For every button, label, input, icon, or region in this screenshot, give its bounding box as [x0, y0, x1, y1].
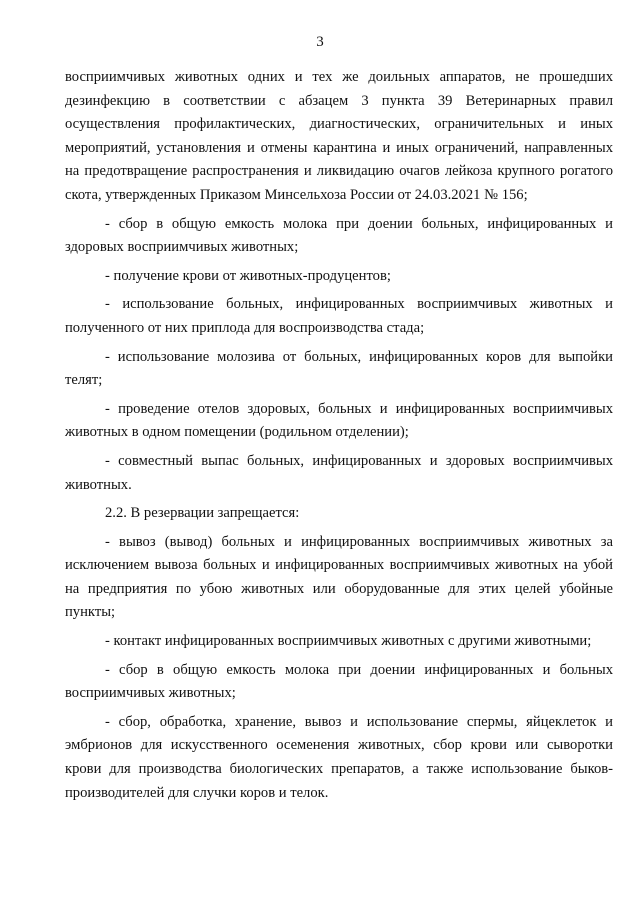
paragraph-item: - сбор в общую емкость молока при доении инфицированных и больных восприимчивых животных; — [65, 661, 613, 702]
paragraph-item: - сбор в общую емкость молока при доении больных, инфицированных и здоровых восприимчивых животных; — [65, 215, 613, 256]
paragraph-item: - вывоз (вывод) больных и инфицированных восприимчивых животных за исключением вывоза больных и инфицированных восприимчивых животных на убой на предприятия по убою животных или оборудованные для этих целей убойные пункты; — [65, 533, 613, 621]
paragraph-item: - получение крови от животных-продуцентов; — [105, 267, 391, 284]
page-number: 3 — [316, 34, 324, 50]
paragraph-item: - проведение отелов здоровых, больных и инфицированных восприимчивых животных в одном помещении (родильном отделении); — [65, 400, 613, 441]
paragraph-item: - использование молозива от больных, инфицированных коров для выпойки телят; — [65, 348, 613, 389]
paragraph-item: - сбор, обработка, хранение, вывоз и использование спермы, яйцеклеток и эмбрионов для искусственного осеменения животных, сбор крови или сыворотки крови для производства биологических препаратов, а также использование быков-производителей для случки коров и телок. — [65, 713, 613, 801]
paragraph-item: - совместный выпас больных, инфицированных и здоровых восприимчивых животных. — [65, 452, 613, 493]
section-heading-2-2: 2.2. В резервации запрещается: — [105, 505, 300, 522]
document-body — [65, 66, 613, 810]
paragraph-continuation: восприимчивых животных одних и тех же доильных аппаратов, не прошедших дезинфекцию в соответствии с абзацем 3 пункта 39 Ветеринарных правил осуществления профилактических, диагностических, ограничительных и иных мероприятий, установления и отмены карантина и иных ограничений, направленных на предотвращение распространения и ликвидацию очагов лейкоза крупного рогатого скота, утвержденных Приказом Минсельхоза России от 24.03.2021 № 156; — [65, 69, 613, 203]
paragraph-item: - контакт инфицированных восприимчивых животных с другими животными; — [105, 633, 592, 650]
paragraph-item: - использование больных, инфицированных восприимчивых животных и полученного от них приплода для воспроизводства стада; — [65, 296, 613, 336]
